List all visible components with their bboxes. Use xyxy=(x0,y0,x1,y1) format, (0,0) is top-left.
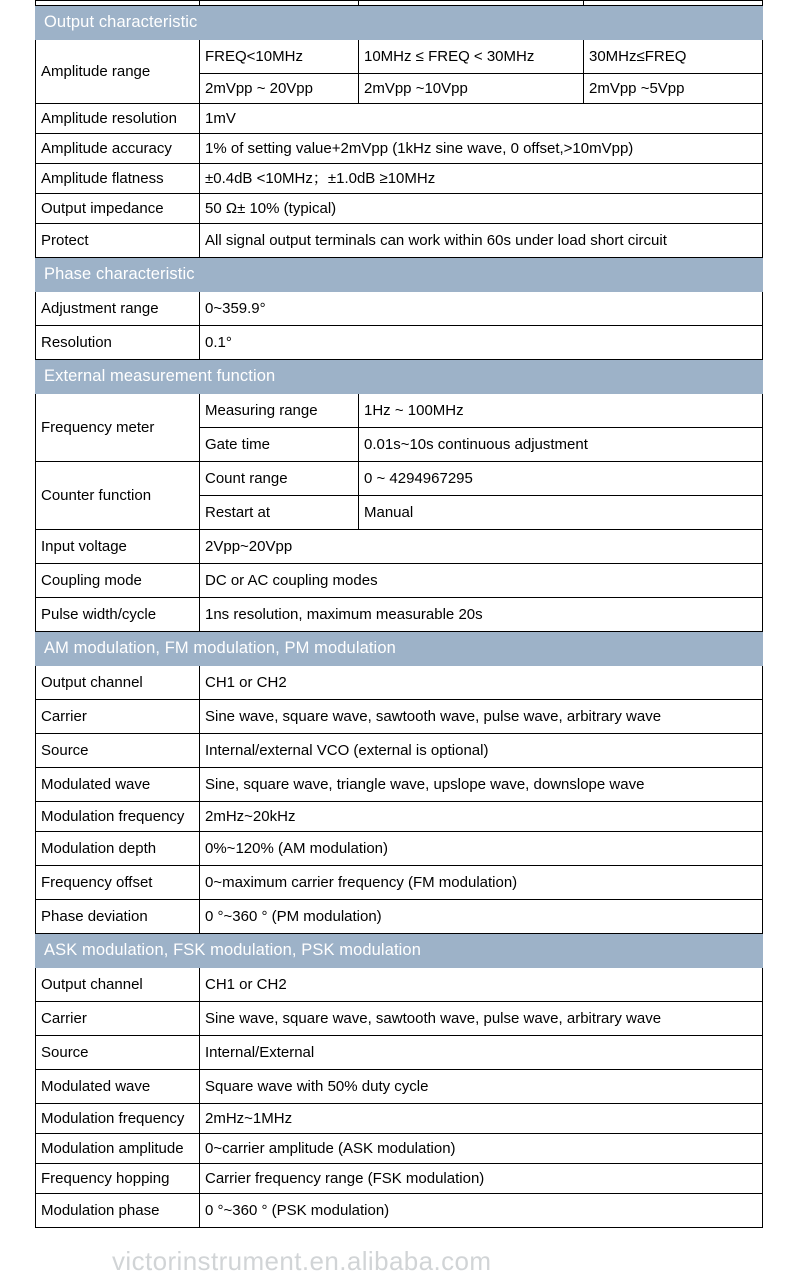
row-label-amplitude-range: Amplitude range xyxy=(36,40,200,104)
section-header-ask-fsk-psk-modulation xyxy=(36,934,763,968)
section-title: External measurement function xyxy=(36,360,763,394)
table-row-am-modulated-wave xyxy=(36,768,763,802)
table-row-ask-source xyxy=(36,1036,763,1070)
row-value-ask-modulated-wave: Square wave with 50% duty cycle xyxy=(200,1070,763,1104)
row-label-modulation-phase: Modulation phase xyxy=(36,1194,200,1228)
table-row-modulation-phase xyxy=(36,1194,763,1228)
row-label-am-carrier: Carrier xyxy=(36,700,200,734)
row-value-modulation-phase: 0 °~360 ° (PSK modulation) xyxy=(200,1194,763,1228)
row-value-am-output-channel: CH1 or CH2 xyxy=(200,666,763,700)
row-sublabel-measuring-range: Measuring range xyxy=(200,394,359,428)
section-header-am-fm-pm-modulation xyxy=(36,632,763,666)
amplitude-range-band2-value: 2mVpp ~10Vpp xyxy=(359,74,584,104)
table-row-amplitude-resolution xyxy=(36,104,763,134)
row-label-am-output-channel: Output channel xyxy=(36,666,200,700)
specification-table xyxy=(35,0,763,1228)
table-row-ask-modulated-wave xyxy=(36,1070,763,1104)
section-title: Phase characteristic xyxy=(36,258,763,292)
row-value-phase-deviation: 0 °~360 ° (PM modulation) xyxy=(200,900,763,934)
row-value-ask-source: Internal/External xyxy=(200,1036,763,1070)
table-row-am-output-channel xyxy=(36,666,763,700)
row-label-am-modulation-frequency: Modulation frequency xyxy=(36,802,200,832)
row-label-input-voltage: Input voltage xyxy=(36,530,200,564)
row-label-counter-function: Counter function xyxy=(36,462,200,530)
row-label-coupling-mode: Coupling mode xyxy=(36,564,200,598)
row-label-ask-carrier: Carrier xyxy=(36,1002,200,1036)
amplitude-range-band2-condition: 10MHz ≤ FREQ < 30MHz xyxy=(359,40,584,74)
section-title: ASK modulation, FSK modulation, PSK modulation xyxy=(36,934,763,968)
row-value-amplitude-accuracy: 1% of setting value+2mVpp (1kHz sine wave, 0 offset,>10mVpp) xyxy=(200,134,763,164)
row-value-am-source: Internal/external VCO (external is optional) xyxy=(200,734,763,768)
row-value-amplitude-resolution: 1mV xyxy=(200,104,763,134)
row-value-modulation-amplitude: 0~carrier amplitude (ASK modulation) xyxy=(200,1134,763,1164)
row-label-adjustment-range: Adjustment range xyxy=(36,292,200,326)
table-row-phase-deviation xyxy=(36,900,763,934)
table-row-pulse-width-cycle xyxy=(36,598,763,632)
table-row-output-impedance xyxy=(36,194,763,224)
table-row-amplitude-accuracy xyxy=(36,134,763,164)
section-title: AM modulation, FM modulation, PM modulation xyxy=(36,632,763,666)
row-label-amplitude-resolution: Amplitude resolution xyxy=(36,104,200,134)
table-row-measuring-range xyxy=(36,394,763,428)
row-label-ask-output-channel: Output channel xyxy=(36,968,200,1002)
row-label-frequency-offset: Frequency offset xyxy=(36,866,200,900)
row-value-ask-carrier: Sine wave, square wave, sawtooth wave, pulse wave, arbitrary wave xyxy=(200,1002,763,1036)
row-value-am-carrier: Sine wave, square wave, sawtooth wave, pulse wave, arbitrary wave xyxy=(200,700,763,734)
row-label-am-modulated-wave: Modulated wave xyxy=(36,768,200,802)
row-value-output-impedance: 50 Ω± 10% (typical) xyxy=(200,194,763,224)
table-row-am-source xyxy=(36,734,763,768)
table-row-am-modulation-frequency xyxy=(36,802,763,832)
section-header-output-characteristic xyxy=(36,6,763,40)
table-row-ask-modulation-frequency xyxy=(36,1104,763,1134)
row-label-frequency-hopping: Frequency hopping xyxy=(36,1164,200,1194)
row-label-frequency-meter: Frequency meter xyxy=(36,394,200,462)
table-row-ask-output-channel xyxy=(36,968,763,1002)
row-value-measuring-range: 1Hz ~ 100MHz xyxy=(359,394,763,428)
row-value-gate-time: 0.01s~10s continuous adjustment xyxy=(359,428,763,462)
table-row-count-range xyxy=(36,462,763,496)
row-label-protect: Protect xyxy=(36,224,200,258)
amplitude-range-band1-condition: FREQ<10MHz xyxy=(200,40,359,74)
row-value-adjustment-range: 0~359.9° xyxy=(200,292,763,326)
row-value-modulation-depth: 0%~120% (AM modulation) xyxy=(200,832,763,866)
table-row-modulation-amplitude xyxy=(36,1134,763,1164)
row-label-phase-resolution: Resolution xyxy=(36,326,200,360)
table-row-ask-carrier xyxy=(36,1002,763,1036)
table-row-modulation-depth xyxy=(36,832,763,866)
row-sublabel-count-range: Count range xyxy=(200,462,359,496)
section-header-phase-characteristic xyxy=(36,258,763,292)
row-label-ask-modulated-wave: Modulated wave xyxy=(36,1070,200,1104)
row-value-frequency-hopping: Carrier frequency range (FSK modulation) xyxy=(200,1164,763,1194)
row-value-pulse-width-cycle: 1ns resolution, maximum measurable 20s xyxy=(200,598,763,632)
table-row-amplitude-flatness xyxy=(36,164,763,194)
row-value-phase-resolution: 0.1° xyxy=(200,326,763,360)
row-value-protect: All signal output terminals can work within 60s under load short circuit xyxy=(200,224,763,258)
table-row-protect xyxy=(36,224,763,258)
row-value-am-modulated-wave: Sine, square wave, triangle wave, upslope wave, downslope wave xyxy=(200,768,763,802)
row-value-amplitude-flatness: ±0.4dB <10MHz；±1.0dB ≥10MHz xyxy=(200,164,763,194)
table-row-am-carrier xyxy=(36,700,763,734)
section-title: Output characteristic xyxy=(36,6,763,40)
row-value-count-range: 0 ~ 4294967295 xyxy=(359,462,763,496)
row-label-ask-source: Source xyxy=(36,1036,200,1070)
row-label-am-source: Source xyxy=(36,734,200,768)
row-label-modulation-amplitude: Modulation amplitude xyxy=(36,1134,200,1164)
row-sublabel-gate-time: Gate time xyxy=(200,428,359,462)
table-row-adjustment-range xyxy=(36,292,763,326)
row-value-input-voltage: 2Vpp~20Vpp xyxy=(200,530,763,564)
row-sublabel-restart-at: Restart at xyxy=(200,496,359,530)
row-value-frequency-offset: 0~maximum carrier frequency (FM modulation) xyxy=(200,866,763,900)
row-label-pulse-width-cycle: Pulse width/cycle xyxy=(36,598,200,632)
row-label-phase-deviation: Phase deviation xyxy=(36,900,200,934)
row-label-output-impedance: Output impedance xyxy=(36,194,200,224)
amplitude-range-band3-condition: 30MHz≤FREQ xyxy=(584,40,763,74)
section-header-external-measurement-function xyxy=(36,360,763,394)
table-row-input-voltage xyxy=(36,530,763,564)
table-row-frequency-hopping xyxy=(36,1164,763,1194)
site-watermark: victorinstrument.en.alibaba.com xyxy=(112,1246,492,1276)
row-value-coupling-mode: DC or AC coupling modes xyxy=(200,564,763,598)
row-value-ask-output-channel: CH1 or CH2 xyxy=(200,968,763,1002)
table-row-frequency-offset xyxy=(36,866,763,900)
row-value-ask-modulation-frequency: 2mHz~1MHz xyxy=(200,1104,763,1134)
table-row-coupling-mode xyxy=(36,564,763,598)
row-label-amplitude-flatness: Amplitude flatness xyxy=(36,164,200,194)
row-label-modulation-depth: Modulation depth xyxy=(36,832,200,866)
row-label-ask-modulation-frequency: Modulation frequency xyxy=(36,1104,200,1134)
row-value-am-modulation-frequency: 2mHz~20kHz xyxy=(200,802,763,832)
row-value-restart-at: Manual xyxy=(359,496,763,530)
table-row-amplitude-range xyxy=(36,40,763,74)
row-label-amplitude-accuracy: Amplitude accuracy xyxy=(36,134,200,164)
amplitude-range-band1-value: 2mVpp ~ 20Vpp xyxy=(200,74,359,104)
amplitude-range-band3-value: 2mVpp ~5Vpp xyxy=(584,74,763,104)
table-row-phase-resolution xyxy=(36,326,763,360)
